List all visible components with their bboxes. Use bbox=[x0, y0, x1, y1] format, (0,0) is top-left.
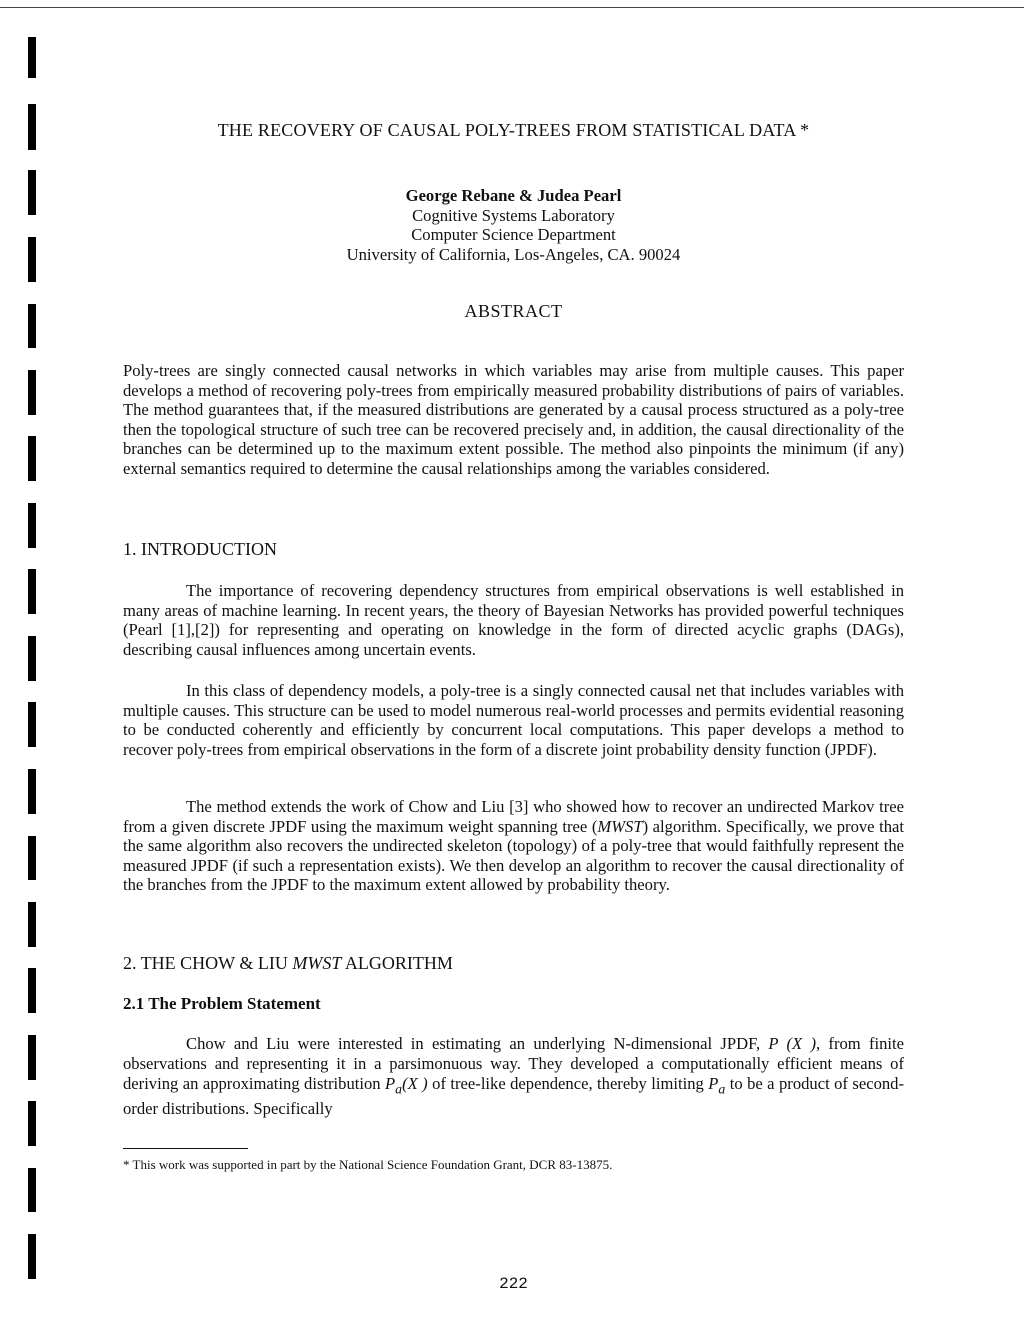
s2-p1-text-c: of tree-like dependence, thereby limiting bbox=[427, 1074, 709, 1093]
affiliation-university: University of California, Los-Angeles, CA. 90024 bbox=[346, 244, 681, 264]
abstract-text: Poly-trees are singly connected causal networks in which variables may arise from multiple causes. This paper develops a method of recovering poly-trees from empirically measured probability distributions of pairs of variables. The method guarantees that, if the measured distributions are generated by a causal process structured as a poly-tree then the topological structure of such tree can be recovered precisely and, in addition, the causal directionality of the branches can be determined up to the maximum extent possible. The method also pinpoints the minimum (if any) external semantics required to determine the causal relationships among the variables considered. bbox=[123, 361, 904, 478]
margin-bar bbox=[28, 1035, 36, 1080]
margin-bar bbox=[28, 569, 36, 614]
margin-bar bbox=[28, 104, 36, 150]
margin-bar bbox=[28, 503, 36, 548]
section-1-heading: 1. INTRODUCTION bbox=[123, 539, 277, 559]
section-2-heading-suffix: ALGORITHM bbox=[344, 953, 453, 973]
math-p-of-x: P (X ) bbox=[768, 1034, 816, 1053]
margin-bar bbox=[28, 769, 36, 814]
margin-bar bbox=[28, 170, 36, 215]
math-pa-subscript: a bbox=[395, 1081, 403, 1097]
intro-p3-text-a: The method extends the work of Chow and Liu [3] who showed how to recover an undirected Markov tree from a given discrete JPDF using the maximum weight spanning tree ( bbox=[123, 797, 904, 836]
section-2-paragraph-1 bbox=[123, 1034, 904, 1119]
intro-paragraph-1: The importance of recovering dependency structures from empirical observations is well established in many areas of machine learning. In recent years, the theory of Bayesian Networks has provided powerful techniques (Pearl [1],[2]) for representing and operating on knowledge in the form of directed acyclic graphs (DAGs), describing causal influences among uncertain events. bbox=[123, 581, 904, 659]
s2-p1-text-a: Chow and Liu were interested in estimating an underlying N-dimensional JPDF, bbox=[186, 1034, 769, 1053]
margin-bar bbox=[28, 702, 36, 747]
section-2-heading bbox=[123, 954, 904, 974]
margin-bar bbox=[28, 968, 36, 1013]
intro-p3-text-b: ) algorithm. Specifically, we prove that the same algorithm also recovers the undirected skeleton (topology) of a poly-tree that would faithfully represent the measured JPDF (if such a representation exists). We then develop an algorithm to recover the causal directionality of the branches from the JPDF to the maximum extent allowed by probability theory. bbox=[123, 816, 904, 895]
section-2-heading-prefix: 2. THE CHOW & LIU bbox=[123, 953, 288, 973]
margin-bar bbox=[28, 636, 36, 681]
margin-bar bbox=[28, 1168, 36, 1212]
section-2-heading-em: MWST bbox=[292, 953, 342, 973]
intro-paragraph-3 bbox=[123, 797, 904, 895]
mwst-term: MWST bbox=[597, 816, 643, 836]
subsection-2-1-heading: 2.1 The Problem Statement bbox=[123, 994, 321, 1013]
margin-bar bbox=[28, 902, 36, 947]
math-pa-2-subscript: a bbox=[718, 1081, 726, 1097]
affiliation-dept: Computer Science Department bbox=[411, 225, 616, 244]
margin-bar bbox=[28, 37, 36, 78]
paper-title: THE RECOVERY OF CAUSAL POLY-TREES FROM STATISTICAL DATA * bbox=[217, 120, 810, 140]
s2-p1-text-d: to be a product of second-order distributions. Specifically bbox=[123, 1074, 904, 1119]
s2-p1-text-b: , from finite observations and representing it in a parsimonuous way. They developed a computationally efficient means of deriving an approximating distribution bbox=[123, 1034, 904, 1093]
abstract-heading: ABSTRACT bbox=[464, 301, 563, 321]
margin-bar bbox=[28, 436, 36, 481]
margin-bar bbox=[28, 370, 36, 415]
margin-bar bbox=[28, 1101, 36, 1146]
footnote-rule bbox=[123, 1148, 248, 1149]
margin-bar bbox=[28, 304, 36, 348]
math-pa-2: P bbox=[708, 1074, 719, 1093]
margin-bar bbox=[28, 836, 36, 880]
top-rule bbox=[0, 7, 1024, 8]
intro-paragraph-2: In this class of dependency models, a poly-tree is a singly connected causal net that includes variables with multiple causes. This structure can be used to model numerous real-world processes and permits evidential reasoning to be conducted coherently and efficiently by concurrent local computations. This paper develops a method to recover poly-trees from empirical observations in the form of a discrete joint probability density function (JPDF). bbox=[123, 681, 904, 759]
margin-bar bbox=[28, 237, 36, 282]
math-pa: P bbox=[385, 1074, 396, 1093]
page-number: 222 bbox=[499, 1275, 528, 1293]
margin-bar bbox=[28, 1234, 36, 1279]
footnote: * This work was supported in part by the National Science Foundation Grant, DCR 83-13875. bbox=[123, 1157, 613, 1172]
affiliation-lab: Cognitive Systems Laboratory bbox=[412, 205, 615, 225]
author-block bbox=[123, 186, 904, 264]
math-pa-arg: (X ) bbox=[402, 1074, 428, 1093]
author-names: George Rebane & Judea Pearl bbox=[405, 186, 622, 205]
